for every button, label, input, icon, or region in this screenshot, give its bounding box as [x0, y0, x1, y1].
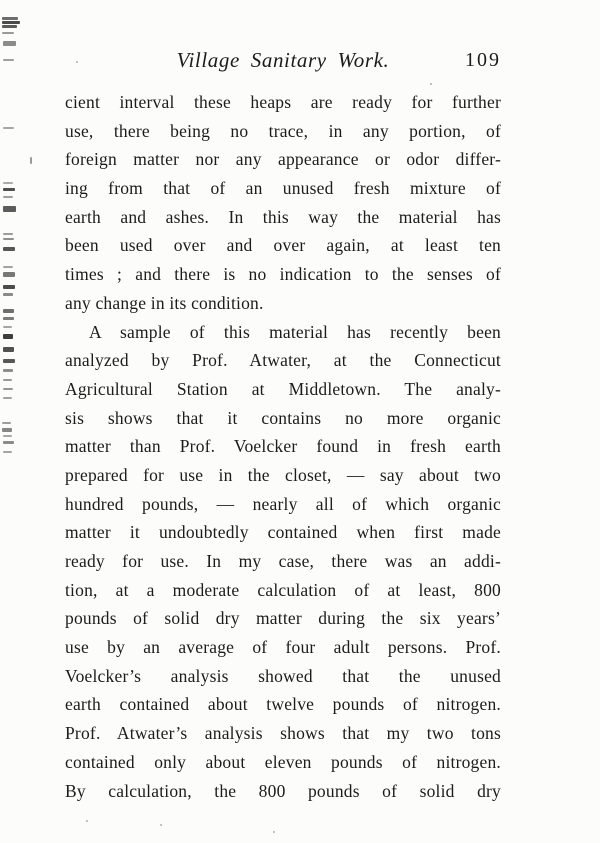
- text-line: Voelcker’s analysis showed that the unused: [65, 665, 501, 686]
- scan-mark: [3, 285, 15, 289]
- scan-mark: [2, 422, 11, 424]
- text-line: hundred pounds, — nearly all of which organic: [65, 493, 501, 514]
- scan-mark: [3, 359, 15, 363]
- text-line: A sample of this material has recently been: [89, 321, 501, 342]
- ink-speck: [86, 820, 88, 822]
- ink-speck: [160, 824, 162, 826]
- scan-mark: [3, 266, 13, 268]
- scan-mark: [3, 309, 14, 313]
- text-line: analyzed by Prof. Atwater, at the Connecticut: [65, 350, 501, 371]
- running-title: Village Sanitary Work.: [176, 48, 390, 72]
- ink-speck: [273, 831, 275, 833]
- text-line: foreign matter nor any appearance or odor differ-: [65, 149, 501, 170]
- scan-mark: [3, 238, 14, 240]
- scan-mark: [30, 157, 32, 164]
- scan-mark: [2, 21, 20, 24]
- scan-mark: [3, 379, 12, 381]
- scan-mark: [3, 347, 14, 352]
- scan-mark: [2, 25, 17, 28]
- scan-mark: [3, 334, 13, 339]
- scan-mark: [3, 317, 14, 320]
- text-line: contained only about eleven pounds of nitrogen.: [65, 751, 501, 772]
- paragraph: [65, 318, 501, 806]
- scan-mark: [3, 326, 12, 328]
- scan-mark: [3, 451, 12, 453]
- scan-mark: [3, 435, 12, 437]
- text-line: any change in its condition.: [65, 292, 264, 313]
- text-line: times ; and there is no indication to the senses of: [65, 264, 501, 285]
- scan-mark: [3, 188, 15, 191]
- page-body: [65, 88, 501, 805]
- text-line: prepared for use in the closet, — say about two: [65, 464, 501, 485]
- text-line: sis shows that it contains no more organic: [65, 407, 501, 428]
- text-line: use, there being no trace, in any portion, of: [65, 120, 501, 141]
- scan-mark: [3, 59, 14, 61]
- scan-mark: [3, 369, 13, 372]
- text-line: Prof. Atwater’s analysis shows that my two tons: [65, 723, 501, 744]
- scan-mark: [3, 247, 15, 251]
- text-line: use by an average of four adult persons. Prof.: [65, 637, 501, 658]
- text-line: tion, at a moderate calculation of at least, 800: [65, 579, 501, 600]
- page-number: 109: [465, 49, 501, 71]
- scan-mark: [3, 182, 13, 184]
- scan-mark: [3, 127, 14, 129]
- page-header: [65, 48, 501, 82]
- text-line: pounds of solid dry matter during the six years’: [65, 608, 501, 629]
- scan-mark: [3, 196, 13, 198]
- text-line: matter it undoubtedly contained when first made: [65, 522, 501, 543]
- scan-mark: [3, 397, 12, 399]
- scan-mark: [3, 293, 13, 296]
- text-line: matter than Prof. Voelcker found in fresh earth: [65, 436, 501, 457]
- scan-mark: [3, 388, 13, 390]
- scan-mark: [3, 233, 13, 235]
- scan-mark: [3, 272, 15, 277]
- text-line: ready for use. In my case, there was an addi-: [65, 551, 501, 571]
- text-line: By calculation, the 800 pounds of solid dry: [65, 780, 501, 801]
- text-line: ing from that of an unused fresh mixture of: [65, 178, 501, 199]
- paragraph: [65, 88, 501, 318]
- scan-mark: [3, 441, 14, 444]
- scan-mark: [2, 428, 12, 432]
- text-line: earth and ashes. In this way the material has: [65, 206, 501, 227]
- scan-mark: [3, 41, 16, 46]
- scan-mark: [3, 206, 16, 212]
- text-line: Agricultural Station at Middletown. The analy-: [65, 378, 501, 399]
- ink-speck: [430, 83, 432, 85]
- text-line: cient interval these heaps are ready for further: [65, 92, 501, 112]
- scan-mark: [2, 32, 14, 34]
- scan-mark: [2, 17, 18, 20]
- text-line: been used over and over again, at least ten: [65, 235, 501, 256]
- text-line: earth contained about twelve pounds of nitrogen.: [65, 694, 501, 715]
